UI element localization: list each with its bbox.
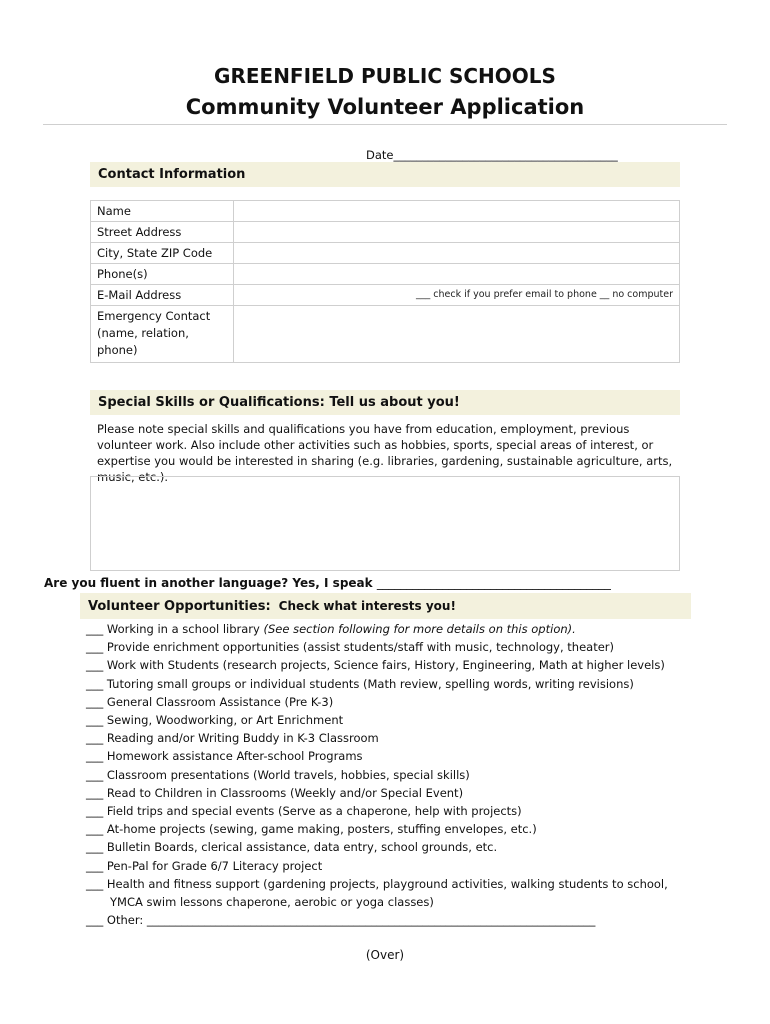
volunteer-option[interactable]	[86, 620, 668, 638]
volunteer-option[interactable]: ___ At-home projects (sewing, game making, posters, stuffing envelopes, etc.)	[86, 822, 537, 837]
date-field[interactable]: Date_______________________________________	[366, 148, 618, 162]
volunteer-option[interactable]: ___ Provide enrichment opportunities (assist students/staff with music, technology, theater)	[86, 640, 614, 655]
language-question	[44, 576, 611, 590]
phone-field[interactable]	[234, 264, 680, 285]
option-note: (See section following for more details on this option).	[263, 622, 576, 636]
emergency-contact-label-line: (name, relation,	[97, 326, 189, 340]
phone-label: Phone(s)	[91, 264, 234, 285]
volunteer-option[interactable]: ___ Homework assistance After-school Programs	[86, 749, 363, 764]
option-continuation: YMCA swim lessons chaperone, aerobic or yoga classes)	[110, 895, 434, 910]
volunteer-option[interactable]: ___ Classroom presentations (World travels, hobbies, special skills)	[86, 767, 470, 782]
volunteer-option[interactable]: ___ Reading and/or Writing Buddy in K-3 Classroom	[86, 731, 379, 746]
emergency-contact-field[interactable]	[234, 306, 680, 363]
option-text: ___ Working in a school library	[86, 622, 264, 636]
volunteer-section-header	[80, 593, 691, 619]
page-footer: (Over)	[365, 948, 405, 962]
email-preference-checkbox[interactable]: ___ check if you prefer email to phone __ no computer	[416, 289, 673, 300]
emergency-contact-label-line: Emergency Contact	[97, 309, 211, 323]
volunteer-section-title: Volunteer Opportunities:	[88, 598, 271, 614]
contact-section-header: Contact Information	[90, 162, 680, 187]
table-row	[91, 243, 680, 264]
city-state-zip-label: City, State ZIP Code	[91, 243, 234, 264]
contact-table	[90, 200, 680, 363]
city-state-zip-field[interactable]	[234, 243, 680, 264]
skills-textarea[interactable]	[90, 476, 680, 571]
volunteer-option[interactable]: ___ Work with Students (research projects, Science fairs, History, Engineering, Math at higher levels)	[86, 658, 665, 673]
volunteer-option[interactable]: ___ Pen-Pal for Grade 6/7 Literacy project	[86, 858, 323, 873]
page-title: GREENFIELD PUBLIC SCHOOLS	[214, 64, 556, 88]
volunteer-section-subtitle: Check what interests you!	[278, 599, 456, 613]
emergency-contact-label	[91, 306, 234, 363]
email-label: E-Mail Address	[91, 285, 234, 306]
volunteer-option[interactable]	[86, 875, 668, 911]
volunteer-options-list	[86, 620, 668, 929]
emergency-contact-label-line: phone)	[97, 343, 138, 357]
page-subtitle: Community Volunteer Application	[185, 95, 585, 119]
email-field[interactable]	[234, 285, 680, 306]
table-row	[91, 264, 680, 285]
street-address-field[interactable]	[234, 222, 680, 243]
table-row	[91, 201, 680, 222]
volunteer-option[interactable]: ___ Bulletin Boards, clerical assistance, data entry, school grounds, etc.	[86, 840, 498, 855]
name-label: Name	[91, 201, 234, 222]
language-field[interactable]: _______________________________________	[376, 576, 611, 590]
name-field[interactable]	[234, 201, 680, 222]
volunteer-option[interactable]: ___ Tutoring small groups or individual students (Math review, spelling words, writing revisions)	[86, 676, 634, 691]
volunteer-option[interactable]: ___ Sewing, Woodworking, or Art Enrichment	[86, 713, 344, 728]
table-row	[91, 285, 680, 306]
volunteer-option[interactable]: ___ General Classroom Assistance (Pre K-3)	[86, 694, 334, 709]
table-row	[91, 306, 680, 363]
table-row	[91, 222, 680, 243]
skills-instructions: Please note special skills and qualifications you have from education, employment, previous volunteer work. Also include other activities such as hobbies, sports, special areas of interest, or expertise you would be interested in sharing (e.g. libraries, gardening, sustainable agriculture, arts, music, etc.).	[97, 422, 673, 484]
volunteer-option[interactable]: ___ Read to Children in Classrooms (Weekly and/or Special Event)	[86, 785, 464, 800]
title-divider	[43, 124, 727, 125]
volunteer-option-other[interactable]: ___ Other: ______________________________________________________________________________	[86, 913, 596, 928]
street-address-label: Street Address	[91, 222, 234, 243]
volunteer-option[interactable]: ___ Field trips and special events (Serve as a chaperone, help with projects)	[86, 804, 522, 819]
skills-section-header: Special Skills or Qualifications: Tell us about you!	[90, 390, 680, 415]
option-text: ___ Health and fitness support (gardening projects, playground activities, walking students to school,	[86, 876, 668, 891]
language-question-text: Are you fluent in another language? Yes, I speak	[44, 576, 377, 590]
